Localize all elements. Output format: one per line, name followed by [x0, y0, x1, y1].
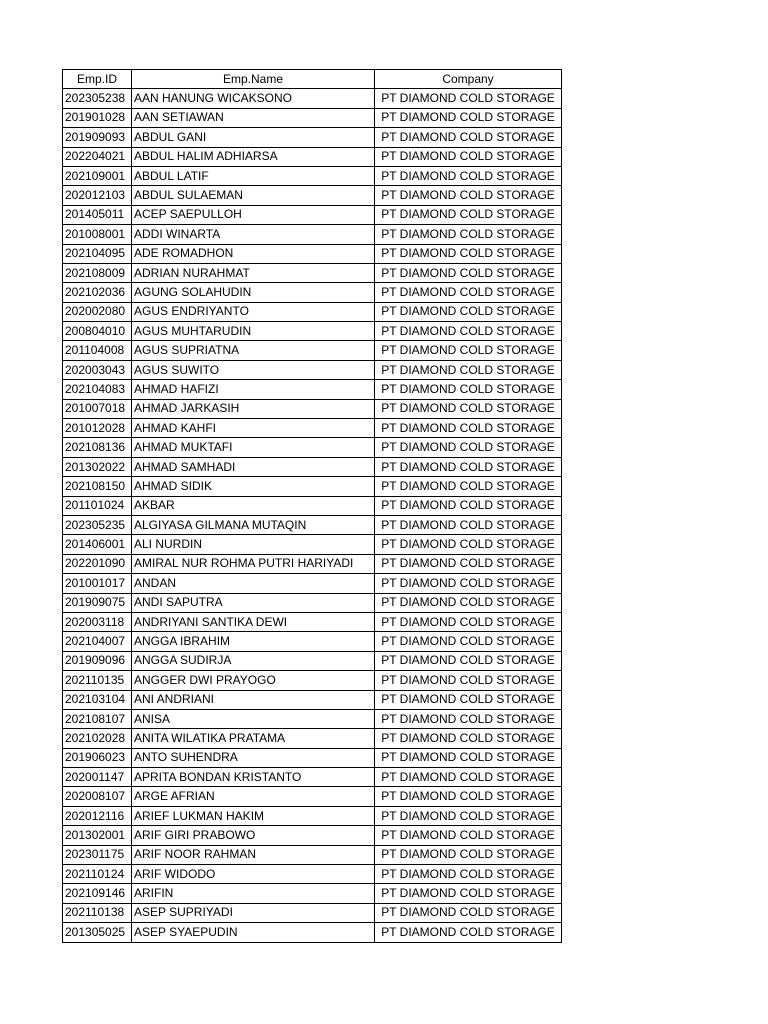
emp-name-cell: ANGGER DWI PRAYOGO	[132, 671, 375, 690]
emp-name-cell: AHMAD HAFIZI	[132, 380, 375, 399]
company-cell: PT DIAMOND COLD STORAGE	[375, 554, 562, 573]
table-row	[63, 225, 562, 244]
table-row	[63, 89, 562, 108]
emp-id-cell: 202109001	[63, 166, 132, 185]
company-cell: PT DIAMOND COLD STORAGE	[375, 709, 562, 728]
company-cell: PT DIAMOND COLD STORAGE	[375, 729, 562, 748]
emp-id-cell: 202108009	[63, 263, 132, 282]
emp-name-cell: AGUNG SOLAHUDIN	[132, 283, 375, 302]
emp-name-cell: AAN HANUNG WICAKSONO	[132, 89, 375, 108]
emp-name-cell: ABDUL SULAEMAN	[132, 186, 375, 205]
emp-id-cell: 201008001	[63, 225, 132, 244]
company-cell: PT DIAMOND COLD STORAGE	[375, 748, 562, 767]
table-row	[63, 244, 562, 263]
company-cell: PT DIAMOND COLD STORAGE	[375, 322, 562, 341]
emp-id-cell: 202008107	[63, 787, 132, 806]
emp-id-cell: 202104083	[63, 380, 132, 399]
table-row	[63, 380, 562, 399]
emp-name-cell: ANDRIYANI SANTIKA DEWI	[132, 612, 375, 631]
header-emp-name: Emp.Name	[132, 70, 375, 89]
company-cell: PT DIAMOND COLD STORAGE	[375, 186, 562, 205]
emp-name-cell: ARIF NOOR RAHMAN	[132, 845, 375, 864]
emp-name-cell: AGUS SUPRIATNA	[132, 341, 375, 360]
emp-id-cell: 202001147	[63, 768, 132, 787]
emp-name-cell: ASEP SYAEPUDIN	[132, 923, 375, 942]
table-row	[63, 360, 562, 379]
company-cell: PT DIAMOND COLD STORAGE	[375, 787, 562, 806]
table-row	[63, 108, 562, 127]
table-row	[63, 263, 562, 282]
emp-id-cell: 202110124	[63, 865, 132, 884]
company-cell: PT DIAMOND COLD STORAGE	[375, 360, 562, 379]
emp-name-cell: ANGGA SUDIRJA	[132, 651, 375, 670]
table-row	[63, 554, 562, 573]
table-row	[63, 147, 562, 166]
emp-name-cell: ALI NURDIN	[132, 535, 375, 554]
company-cell: PT DIAMOND COLD STORAGE	[375, 612, 562, 631]
table-row	[63, 574, 562, 593]
emp-id-cell: 202002080	[63, 302, 132, 321]
company-cell: PT DIAMOND COLD STORAGE	[375, 535, 562, 554]
emp-id-cell: 202104007	[63, 632, 132, 651]
emp-id-cell: 201104008	[63, 341, 132, 360]
emp-id-cell: 202108150	[63, 477, 132, 496]
table-row	[63, 186, 562, 205]
emp-name-cell: ADE ROMADHON	[132, 244, 375, 263]
table-row	[63, 748, 562, 767]
table-row	[63, 787, 562, 806]
table-row	[63, 535, 562, 554]
header-company: Company	[375, 70, 562, 89]
emp-id-cell: 202301175	[63, 845, 132, 864]
table-row	[63, 612, 562, 631]
company-cell: PT DIAMOND COLD STORAGE	[375, 283, 562, 302]
table-row	[63, 826, 562, 845]
table-row	[63, 322, 562, 341]
company-cell: PT DIAMOND COLD STORAGE	[375, 593, 562, 612]
emp-name-cell: ASEP SUPRIYADI	[132, 903, 375, 922]
emp-id-cell: 201909096	[63, 651, 132, 670]
company-cell: PT DIAMOND COLD STORAGE	[375, 205, 562, 224]
company-cell: PT DIAMOND COLD STORAGE	[375, 380, 562, 399]
emp-name-cell: APRITA BONDAN KRISTANTO	[132, 768, 375, 787]
company-cell: PT DIAMOND COLD STORAGE	[375, 225, 562, 244]
table-row	[63, 884, 562, 903]
company-cell: PT DIAMOND COLD STORAGE	[375, 128, 562, 147]
table-row	[63, 457, 562, 476]
emp-name-cell: ANDI SAPUTRA	[132, 593, 375, 612]
company-cell: PT DIAMOND COLD STORAGE	[375, 515, 562, 534]
table-row	[63, 806, 562, 825]
company-cell: PT DIAMOND COLD STORAGE	[375, 457, 562, 476]
table-row	[63, 515, 562, 534]
table-row	[63, 205, 562, 224]
emp-name-cell: AKBAR	[132, 496, 375, 515]
emp-id-cell: 201909075	[63, 593, 132, 612]
company-cell: PT DIAMOND COLD STORAGE	[375, 166, 562, 185]
emp-id-cell: 202003043	[63, 360, 132, 379]
emp-name-cell: ANISA	[132, 709, 375, 728]
emp-id-cell: 202201090	[63, 554, 132, 573]
emp-name-cell: AGUS SUWITO	[132, 360, 375, 379]
emp-name-cell: AHMAD MUKTAFI	[132, 438, 375, 457]
company-cell: PT DIAMOND COLD STORAGE	[375, 845, 562, 864]
company-cell: PT DIAMOND COLD STORAGE	[375, 884, 562, 903]
emp-name-cell: ANITA WILATIKA PRATAMA	[132, 729, 375, 748]
emp-name-cell: ALGIYASA GILMANA MUTAQIN	[132, 515, 375, 534]
employee-table	[62, 69, 562, 943]
emp-id-cell: 202102036	[63, 283, 132, 302]
emp-id-cell: 201001017	[63, 574, 132, 593]
company-cell: PT DIAMOND COLD STORAGE	[375, 399, 562, 418]
emp-id-cell: 202003118	[63, 612, 132, 631]
emp-name-cell: ARGE AFRIAN	[132, 787, 375, 806]
company-cell: PT DIAMOND COLD STORAGE	[375, 923, 562, 942]
company-cell: PT DIAMOND COLD STORAGE	[375, 903, 562, 922]
emp-id-cell: 201305025	[63, 923, 132, 942]
company-cell: PT DIAMOND COLD STORAGE	[375, 865, 562, 884]
table-row	[63, 709, 562, 728]
emp-id-cell: 202012103	[63, 186, 132, 205]
company-cell: PT DIAMOND COLD STORAGE	[375, 496, 562, 515]
emp-name-cell: ARIF GIRI PRABOWO	[132, 826, 375, 845]
table-row	[63, 729, 562, 748]
emp-id-cell: 202110135	[63, 671, 132, 690]
emp-name-cell: ABDUL HALIM ADHIARSA	[132, 147, 375, 166]
emp-id-cell: 200804010	[63, 322, 132, 341]
table-row	[63, 651, 562, 670]
company-cell: PT DIAMOND COLD STORAGE	[375, 768, 562, 787]
company-cell: PT DIAMOND COLD STORAGE	[375, 826, 562, 845]
emp-id-cell: 201909093	[63, 128, 132, 147]
table-row	[63, 302, 562, 321]
header-emp-id: Emp.ID	[63, 70, 132, 89]
company-cell: PT DIAMOND COLD STORAGE	[375, 89, 562, 108]
table-row	[63, 903, 562, 922]
table-row	[63, 341, 562, 360]
emp-name-cell: AAN SETIAWAN	[132, 108, 375, 127]
company-cell: PT DIAMOND COLD STORAGE	[375, 419, 562, 438]
company-cell: PT DIAMOND COLD STORAGE	[375, 302, 562, 321]
header-row	[63, 70, 562, 89]
company-cell: PT DIAMOND COLD STORAGE	[375, 341, 562, 360]
emp-id-cell: 202305235	[63, 515, 132, 534]
table-row	[63, 438, 562, 457]
emp-name-cell: ANDAN	[132, 574, 375, 593]
company-cell: PT DIAMOND COLD STORAGE	[375, 806, 562, 825]
emp-name-cell: AHMAD JARKASIH	[132, 399, 375, 418]
emp-id-cell: 202103104	[63, 690, 132, 709]
emp-id-cell: 201007018	[63, 399, 132, 418]
emp-id-cell: 202012116	[63, 806, 132, 825]
emp-id-cell: 201302022	[63, 457, 132, 476]
emp-id-cell: 201405011	[63, 205, 132, 224]
emp-name-cell: AGUS MUHTARUDIN	[132, 322, 375, 341]
emp-name-cell: ARIEF LUKMAN HAKIM	[132, 806, 375, 825]
emp-name-cell: ANTO SUHENDRA	[132, 748, 375, 767]
emp-name-cell: ABDUL LATIF	[132, 166, 375, 185]
table-row	[63, 128, 562, 147]
emp-id-cell: 202108136	[63, 438, 132, 457]
table-row	[63, 632, 562, 651]
company-cell: PT DIAMOND COLD STORAGE	[375, 651, 562, 670]
table-body	[63, 89, 562, 942]
emp-id-cell: 201901028	[63, 108, 132, 127]
emp-name-cell: AHMAD KAHFI	[132, 419, 375, 438]
table-row	[63, 593, 562, 612]
emp-id-cell: 201302001	[63, 826, 132, 845]
table-row	[63, 477, 562, 496]
table-row	[63, 690, 562, 709]
table-row	[63, 283, 562, 302]
emp-id-cell: 201012028	[63, 419, 132, 438]
company-cell: PT DIAMOND COLD STORAGE	[375, 147, 562, 166]
emp-name-cell: ANGGA IBRAHIM	[132, 632, 375, 651]
emp-id-cell: 201101024	[63, 496, 132, 515]
table-header	[63, 70, 562, 89]
table-row	[63, 399, 562, 418]
company-cell: PT DIAMOND COLD STORAGE	[375, 574, 562, 593]
company-cell: PT DIAMOND COLD STORAGE	[375, 632, 562, 651]
emp-name-cell: ARIFIN	[132, 884, 375, 903]
table-row	[63, 166, 562, 185]
emp-name-cell: AHMAD SIDIK	[132, 477, 375, 496]
table-row	[63, 768, 562, 787]
emp-name-cell: ARIF WIDODO	[132, 865, 375, 884]
company-cell: PT DIAMOND COLD STORAGE	[375, 108, 562, 127]
emp-id-cell: 202110138	[63, 903, 132, 922]
table-row	[63, 671, 562, 690]
table-row	[63, 496, 562, 515]
company-cell: PT DIAMOND COLD STORAGE	[375, 244, 562, 263]
emp-id-cell: 202204021	[63, 147, 132, 166]
emp-id-cell: 201906023	[63, 748, 132, 767]
emp-id-cell: 202104095	[63, 244, 132, 263]
emp-id-cell: 201406001	[63, 535, 132, 554]
emp-id-cell: 202102028	[63, 729, 132, 748]
emp-name-cell: AGUS ENDRIYANTO	[132, 302, 375, 321]
emp-name-cell: ACEP SAEPULLOH	[132, 205, 375, 224]
emp-id-cell: 202109146	[63, 884, 132, 903]
company-cell: PT DIAMOND COLD STORAGE	[375, 477, 562, 496]
emp-name-cell: ADRIAN NURAHMAT	[132, 263, 375, 282]
table-row	[63, 865, 562, 884]
emp-id-cell: 202108107	[63, 709, 132, 728]
company-cell: PT DIAMOND COLD STORAGE	[375, 263, 562, 282]
emp-name-cell: ANI ANDRIANI	[132, 690, 375, 709]
table-row	[63, 923, 562, 942]
company-cell: PT DIAMOND COLD STORAGE	[375, 690, 562, 709]
emp-name-cell: AHMAD SAMHADI	[132, 457, 375, 476]
table-row	[63, 845, 562, 864]
table-row	[63, 419, 562, 438]
emp-name-cell: ADDI WINARTA	[132, 225, 375, 244]
company-cell: PT DIAMOND COLD STORAGE	[375, 438, 562, 457]
emp-name-cell: ABDUL GANI	[132, 128, 375, 147]
company-cell: PT DIAMOND COLD STORAGE	[375, 671, 562, 690]
emp-id-cell: 202305238	[63, 89, 132, 108]
emp-name-cell: AMIRAL NUR ROHMA PUTRI HARIYADI	[132, 554, 375, 573]
